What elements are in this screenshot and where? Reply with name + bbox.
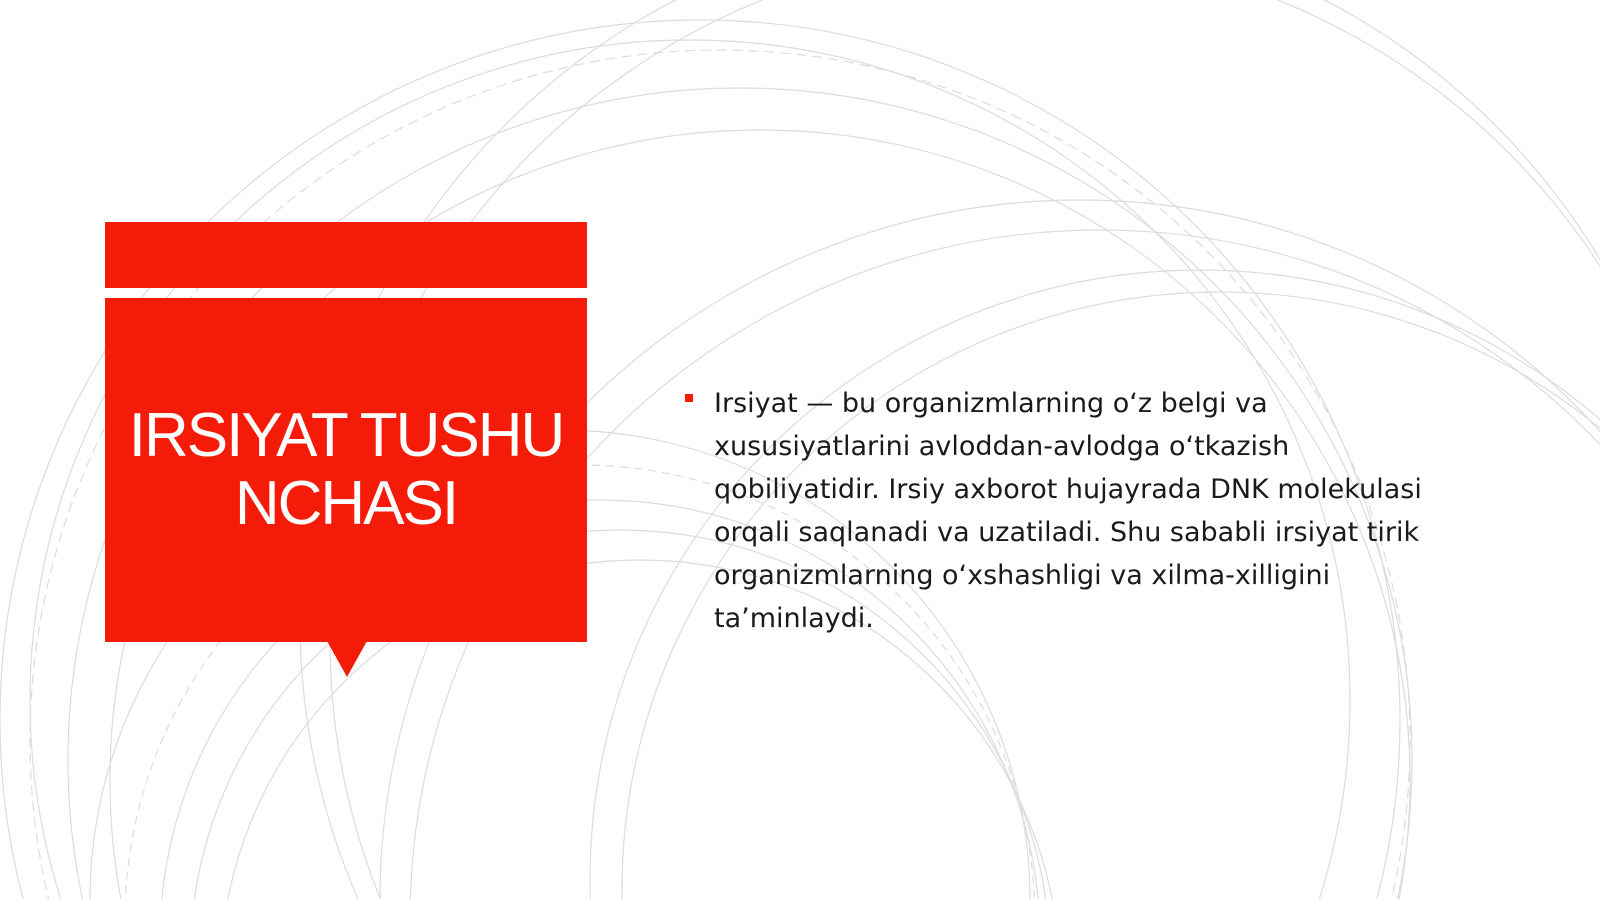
bullet-list — [685, 382, 1465, 640]
callout-pointer — [327, 641, 367, 677]
square-bullet-icon — [685, 394, 693, 402]
slide-title: IRSIYAT TUSHUNCHASI — [128, 401, 564, 538]
title-accent-band — [105, 222, 587, 288]
title-callout-box — [105, 298, 587, 642]
bullet-item: Irsiyat — bu organizmlarning o‘z belgi va xususiyatlarini avloddan-avlodga o‘tkazish qobiliyatidir. Irsiy axborot hujayrada DNK molekulasi orqali saqlanadi va uzatiladi. Shu sababli irsiyat tirik organizmlarning o‘xshashligi va xilma-xilligini ta’minlaydi. — [714, 388, 1422, 634]
